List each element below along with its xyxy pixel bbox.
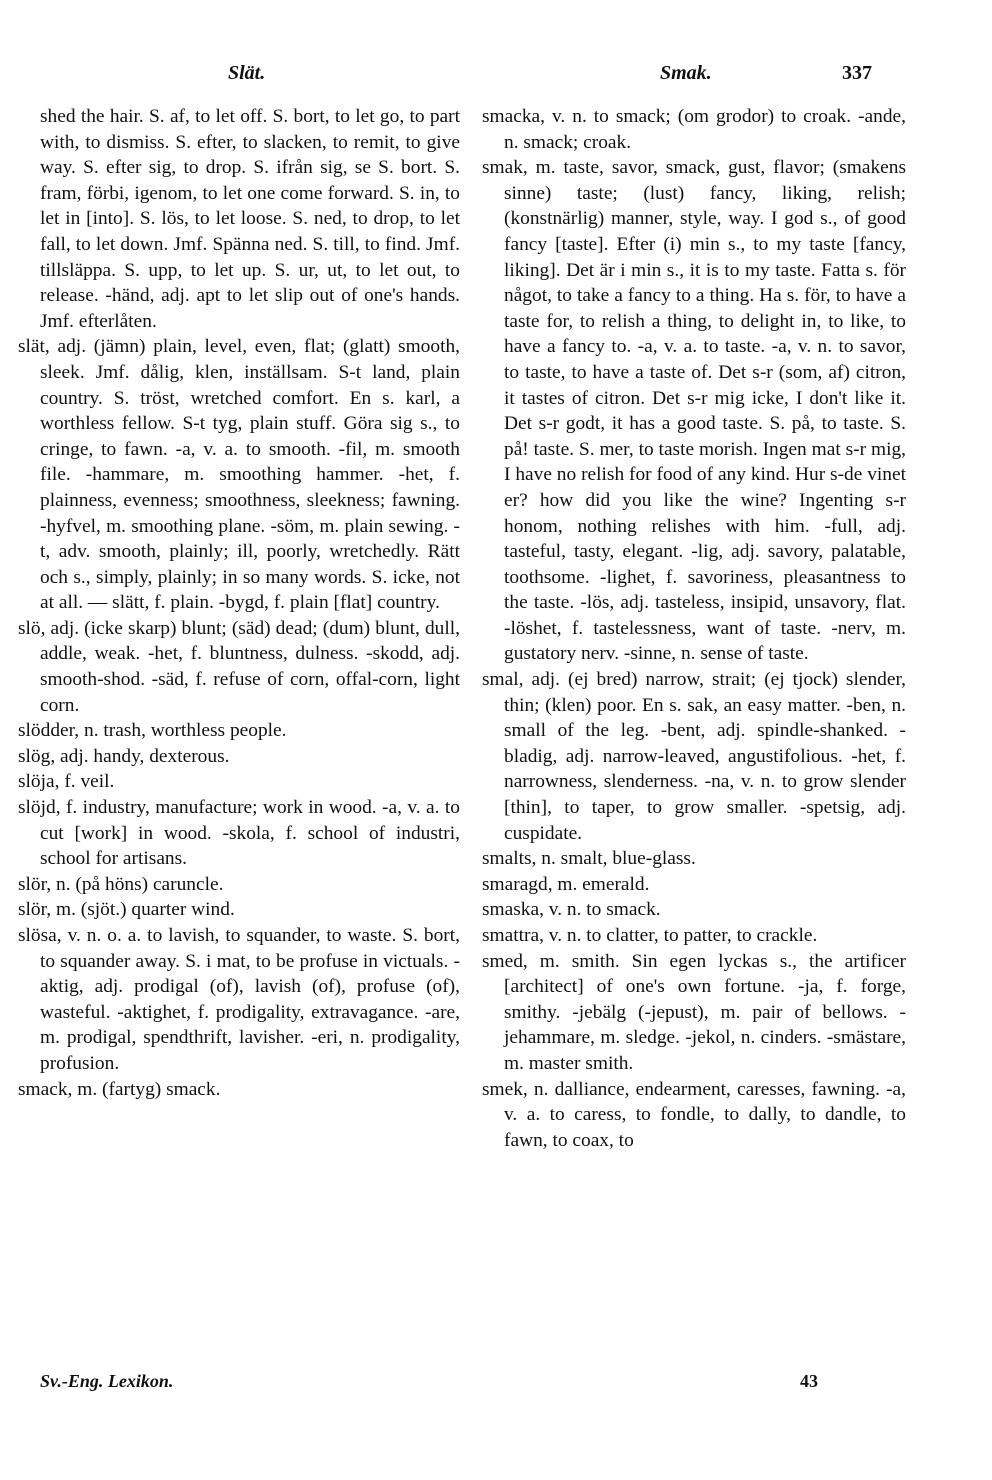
header-left-guide-word: Slät. bbox=[228, 62, 266, 84]
dictionary-entry: smak, m. taste, savor, smack, gust, flavor; (smakens sinne) taste; (lust) fancy, liking, relish; (konstnärlig) manner, style, way. I god s., of good fancy [taste]. Efter (i) min s., to my taste [fancy, liking]. Det är i min s., it is to my taste. Fatta s. för något, to take a fancy to a thing. Ha s. för, to have a taste for, to relish a thing, to delight in, to like, to have a fancy to. -a, v. a. to taste. -a, v. n. to savor, to taste, to have a taste of. Det s-r (som, af) citron, it tastes of citron. Det s-r mig icke, I don't like it. Det s-r godt, it has a good taste. S. på, to taste. S. på! taste. S. mer, to taste morish. Ingen mat s-r mig, I have no relish for food of any kind. Hur s-de vinet er? how did you like the wine? Ingenting s-r honom, nothing relishes with him. -full, adj. tasteful, tasty, elegant. -lig, adj. savory, palatable, toothsome. -lighet, f. savoriness, pleasantness to the taste. -lös, adj. tasteless, insipid, unsavory, flat. -löshet, f. tastelessness, want of taste. -nerv, m. gustatory nerv. -sinne, n. sense of taste. bbox=[482, 157, 906, 665]
dictionary-entry: smek, n. dalliance, endearment, caresses, fawning. -a, v. a. to caress, to fondle, to dally, to dandle, to fawn, to coax, to bbox=[482, 1078, 906, 1151]
dictionary-entry: slöja, f. veil. bbox=[18, 771, 115, 793]
dictionary-entry: smaska, v. n. to smack. bbox=[482, 899, 661, 921]
dictionary-entry: smaragd, m. emerald. bbox=[482, 873, 650, 895]
right-column bbox=[482, 104, 906, 1153]
running-header bbox=[0, 62, 992, 92]
dictionary-entry: slösa, v. n. o. a. to lavish, to squander, to waste. S. bort, to squander away. S. i mat, to be profuse in victuals. -aktig, adj. prodigal (of), lavish (of), profuse (of), wasteful. -aktighet, f. prodigality, extravagance. -are, m. prodigal, spendthrift, lavisher. -eri, n. prodigality, profusion. bbox=[18, 925, 460, 1074]
dictionary-entry: smacka, v. n. to smack; (om grodor) to croak. -ande, n. smack; croak. bbox=[482, 106, 906, 153]
dictionary-entry: smack, m. (fartyg) smack. bbox=[18, 1078, 221, 1100]
dictionary-entry: slög, adj. handy, dexterous. bbox=[18, 745, 230, 767]
dictionary-entry: slör, m. (sjöt.) quarter wind. bbox=[18, 899, 235, 921]
dictionary-entry: smal, adj. (ej bred) narrow, strait; (ej tjock) slender, thin; (klen) poor. En s. sak, an easy matter. -ben, n. small of the leg. -bent, adj. spindle-shanked. -bladig, adj. narrow-leaved, angustifolious. -het, f. narrowness, slenderness. -na, v. n. to grow slender [thin], to taper, to grow smaller. -spetsig, adj. cuspidate. bbox=[482, 669, 906, 844]
dictionary-entry: smed, m. smith. Sin egen lyckas s., the artificer [architect] of one's own fortune. -ja, f. forge, smithy. -jebälg (-jepust), m. pair of bellows. -jehammare, m. sledge. -jekol, n. cinders. -smästare, m. master smith. bbox=[482, 950, 906, 1074]
page-footer bbox=[0, 1371, 992, 1397]
dictionary-entry: slödder, n. trash, worthless people. bbox=[18, 720, 287, 742]
signature-mark: Sv.-Eng. Lexikon. bbox=[40, 1371, 174, 1391]
dictionary-entry: smattra, v. n. to clatter, to patter, to crackle. bbox=[482, 925, 818, 946]
dictionary-entry: slät, adj. (jämn) plain, level, even, flat; (glatt) smooth, sleek. Jmf. dålig, klen, inställsam. S-t land, plain country. S. tröst, wretched comfort. En s. karl, a worthless fellow. S-t tyg, plain stuff. Göra sig s., to cringe, to fawn. -a, v. a. to smooth. -fil, m. smooth file. -hammare, m. smoothing hammer. -het, f. plainness, evenness; smoothness, sleekness; fawning. -hyfvel, m. smoothing plane. -söm, m. plain sewing. -t, adv. smooth, plainly; ill, poorly, wretchedly. Rätt och s., simply, plainly; in so many words. S. icke, not at all. — slätt, f. plain. -bygd, f. plain [flat] country. bbox=[18, 336, 460, 614]
dictionary-entry: slöjd, f. industry, manufacture; work in wood. -a, v. a. to cut [work] in wood. -skola, f. school of industri, school for artisans. bbox=[18, 797, 460, 870]
dictionary-entry: slö, adj. (icke skarp) blunt; (säd) dead; (dum) blunt, dull, addle, weak. -het, f. bluntness, dulness. -skodd, adj. smooth-shod. -säd, f. refuse of corn, offal-corn, light corn. bbox=[18, 617, 460, 716]
left-column bbox=[18, 104, 460, 1102]
page-number: 337 bbox=[842, 62, 872, 84]
header-right-guide-word: Smak. bbox=[660, 62, 712, 84]
sheet-number: 43 bbox=[800, 1371, 818, 1391]
dictionary-entry: slör, n. (på höns) caruncle. bbox=[18, 873, 224, 895]
dictionary-entry: shed the hair. S. af, to let off. S. bort, to let go, to part with, to dismiss. S. efter, to slacken, to remit, to give way. S. efter sig, to drop. S. ifrån sig, se S. bort. S. fram, förbi, igenom, to let one come forward. S. in, to let in [into]. S. lös, to let loose. S. ned, to drop, to let fall, to let down. Jmf. Spänna ned. S. till, to find. Jmf. tillsläppa. S. upp, to let up. S. ur, ut, to let out, to release. -händ, adj. apt to let slip out of one's hands. Jmf. efterlåten. bbox=[40, 106, 460, 332]
dictionary-entry: smalts, n. smalt, blue-glass. bbox=[482, 848, 696, 870]
